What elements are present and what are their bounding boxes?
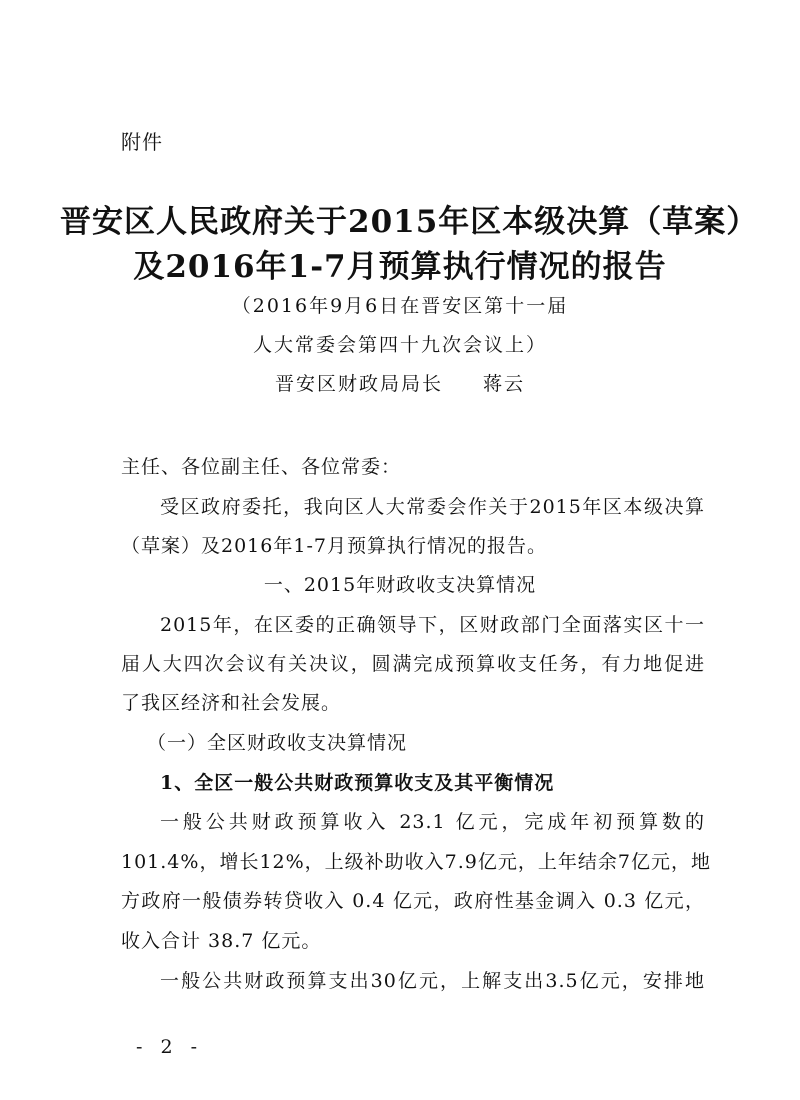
report-title-line-2: 及2016年1-7月预算执行情况的报告 xyxy=(133,249,667,285)
subtitle-line-2: 人大常委会第四十九次会议上） xyxy=(252,334,547,356)
paragraph-1-line-2: 届人大四次会议有关决议，圆满完成预算收支任务，有力地促进 xyxy=(121,653,705,675)
author-line xyxy=(60,369,740,396)
paragraph-2-line-1: 一般公共财政预算收入 23.1 亿元，完成年初预算数的 xyxy=(160,811,705,833)
paragraph-1-line-1: 2015年，在区委的正确领导下，区财政部门全面落实区十一 xyxy=(160,614,705,636)
paragraph-2-line-2: 101.4%，增长12%，上级补助收入7.9亿元，上年结余7亿元，地 xyxy=(121,851,711,873)
paragraph-3-line-1: 一般公共财政预算支出30亿元，上解支出3.5亿元，安排地 xyxy=(160,970,705,992)
subsection-heading-1-1: 1、全区一般公共财政预算收支及其平衡情况 xyxy=(160,772,555,794)
author-title: 晋安区财政局局长 xyxy=(274,373,443,395)
page-number: - 2 - xyxy=(136,1036,204,1058)
subtitle-line-1: （2016年9月6日在晋安区第十一届 xyxy=(231,295,569,317)
paragraph-2-line-3: 方政府一般债券转贷收入 0.4 亿元，政府性基金调入 0.3 亿元， xyxy=(121,890,705,912)
section-heading-1: 一、2015年财政收支决算情况 xyxy=(263,574,537,596)
subsection-heading-1: （一）全区财政收支决算情况 xyxy=(147,732,408,754)
intro-line-2: （草案）及2016年1-7月预算执行情况的报告。 xyxy=(121,535,547,557)
attachment-label: 附件 xyxy=(121,130,163,154)
author-name: 蒋云 xyxy=(483,373,526,395)
paragraph-1-line-3: 了我区经济和社会发展。 xyxy=(121,692,342,714)
report-title-line-1: 晋安区人民政府关于2015年区本级决算（草案） xyxy=(60,204,759,240)
intro-line-1: 受区政府委托，我向区人大常委会作关于2015年区本级决算 xyxy=(160,496,705,518)
paragraph-2-line-4: 收入合计 38.7 亿元。 xyxy=(121,930,322,952)
salutation: 主任、各位副主任、各位常委： xyxy=(121,456,402,478)
